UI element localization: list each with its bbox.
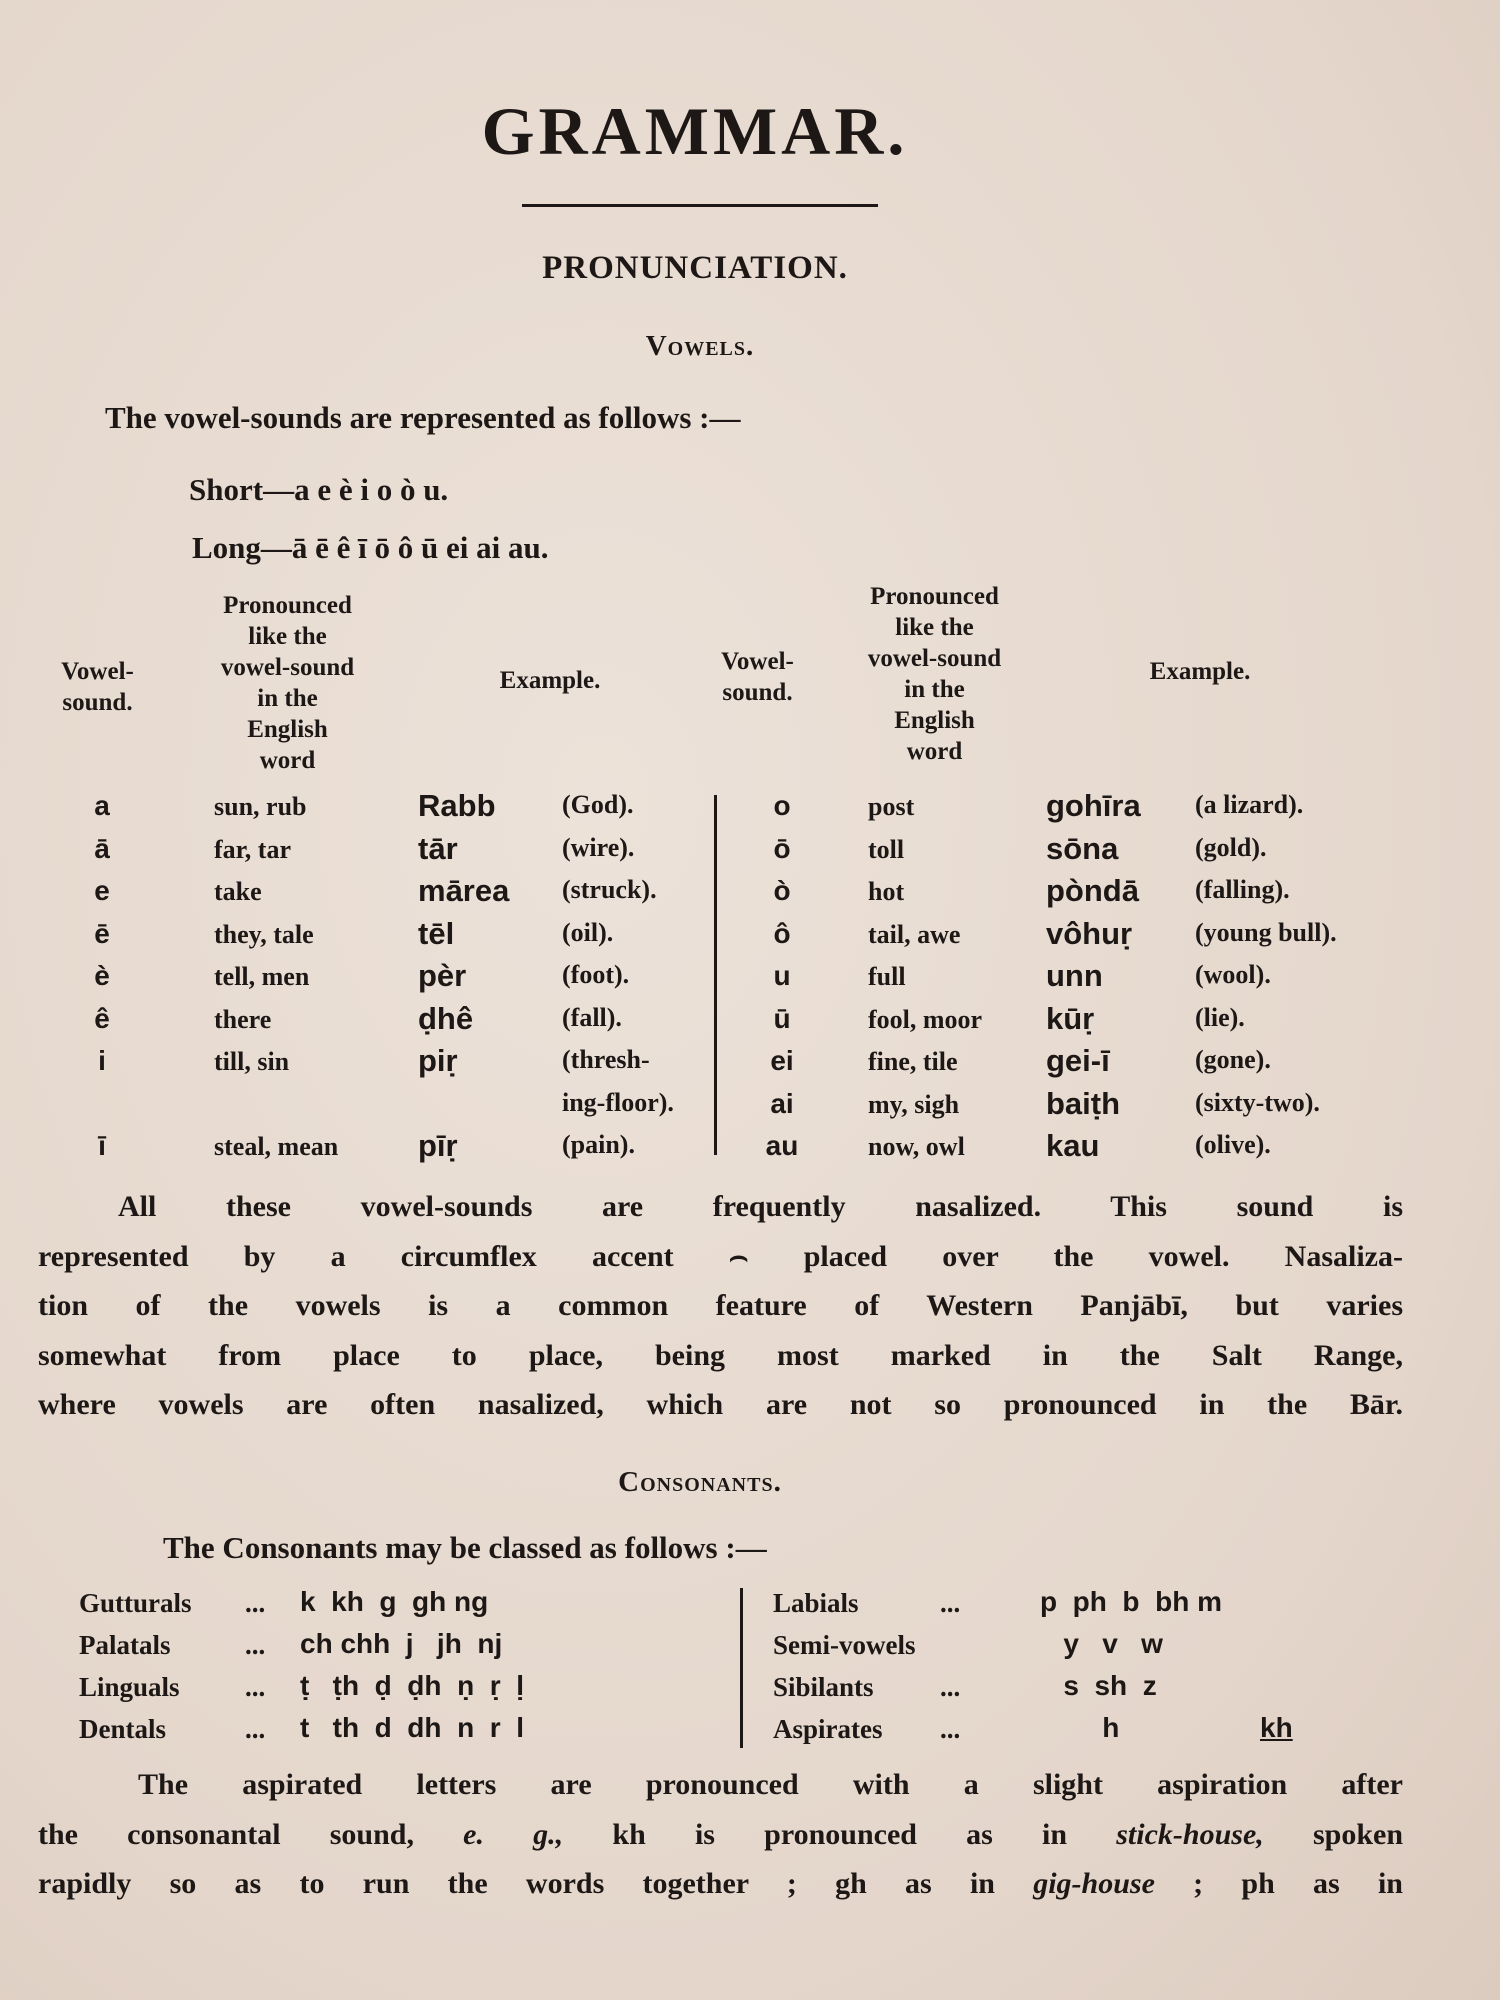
example-gloss: (gone).: [1195, 1045, 1271, 1074]
english-word: far, tar: [214, 834, 292, 864]
consonant-letters: ṭ ṭh ḍ ḍh ṇ ṛ ḷ: [300, 1670, 524, 1701]
english-word: post: [868, 792, 915, 821]
header-example-left: Example.: [499, 667, 601, 694]
leader-dots: ...: [245, 1714, 266, 1744]
paragraph-line: represented by a circumflex accent ⌢ placed over the vowel. Nasaliza-: [38, 1239, 1403, 1273]
header-pronounced-right: Pronounced like the vowel-sound in the English word: [867, 583, 1002, 765]
vowel-symbol: ū: [773, 1002, 791, 1034]
vowel-symbol: ò: [773, 875, 791, 906]
leader-dots: ...: [940, 1672, 961, 1702]
example-gloss: (wire).: [562, 832, 635, 862]
example-word: gohīra: [1046, 788, 1141, 823]
english-word: steal, mean: [214, 1132, 339, 1161]
english-word: take: [214, 877, 262, 906]
leader-dots: ...: [940, 1714, 961, 1744]
example-gloss: (olive).: [1195, 1130, 1271, 1159]
section-heading: PRONUNCIATION.: [542, 250, 848, 286]
header-vowel-sound-right: Vowel- sound.: [721, 648, 794, 706]
consonant-class: Aspirates: [773, 1714, 883, 1744]
example-word: ḍhê: [418, 1000, 474, 1036]
example-word: gei-ī: [1046, 1043, 1110, 1078]
nasalization-paragraph: [38, 1182, 1403, 1430]
example-gloss: (foot).: [562, 960, 630, 989]
example-word: Rabb: [418, 788, 496, 823]
aspirates-paragraph: [38, 1760, 1403, 1909]
vowel-symbol: ê: [94, 1002, 110, 1034]
english-word: now, owl: [868, 1132, 965, 1161]
consonant-letters: t th d dh n r l: [300, 1712, 524, 1743]
english-word: tell, men: [214, 962, 310, 991]
consonant-class: Labials: [773, 1588, 859, 1618]
vowel-symbol: ô: [773, 917, 791, 949]
consonants-intro: The Consonants may be classed as follows :—: [163, 1530, 767, 1565]
title-rule: [522, 204, 878, 207]
long-vowels: Long—ā ē ê ī ō ô ū ei ai au.: [192, 530, 549, 565]
leader-dots: ...: [245, 1588, 266, 1618]
example-word: unn: [1046, 958, 1103, 993]
english-word: till, sin: [214, 1047, 290, 1076]
example-gloss: (pain).: [562, 1130, 635, 1159]
english-word: my, sigh: [868, 1089, 960, 1119]
paragraph-line: The aspirated letters are pronounced with a slight aspiration after: [138, 1768, 1403, 1801]
header-example-right: Example.: [1149, 658, 1251, 685]
example-word: mārea: [418, 873, 510, 908]
vowels-intro: The vowel-sounds are represented as follows :—: [105, 400, 741, 435]
example-word: tēl: [418, 915, 455, 951]
example-word: kau: [1046, 1128, 1100, 1163]
leader-dots: ...: [245, 1630, 266, 1660]
example-gloss: (thresh-: [562, 1045, 650, 1074]
vowels-heading: Vowels.: [645, 330, 755, 362]
example-gloss: (wool).: [1195, 960, 1271, 989]
short-vowels: Short—a e è i o ò u.: [189, 472, 449, 507]
vowel-symbol: è: [94, 960, 110, 991]
vowel-symbol: ē: [94, 917, 110, 949]
consonant-letters: s sh z: [1040, 1670, 1157, 1701]
example-word: baiṭh: [1046, 1085, 1121, 1121]
example-word: piṛ: [418, 1043, 458, 1078]
english-word: fine, tile: [868, 1047, 958, 1076]
english-word: they, tale: [214, 919, 314, 949]
table-divider: [714, 795, 717, 1155]
english-word: fool, moor: [868, 1004, 983, 1034]
example-word: sōna: [1046, 830, 1119, 866]
example-gloss: (sixty-two).: [1195, 1087, 1320, 1117]
vowel-symbol: e: [94, 875, 110, 906]
example-word: kūṛ: [1046, 1000, 1095, 1036]
vowel-symbol: ei: [770, 1045, 794, 1076]
example-gloss: (oil).: [562, 917, 614, 947]
consonant-letters: y v w: [1040, 1628, 1163, 1659]
paragraph-line: rapidly so as to run the words together ; gh as in gig-house ; ph as in: [38, 1867, 1403, 1900]
example-word: vôhuṛ: [1046, 915, 1133, 951]
paragraph-line: the consonantal sound, e. g., kh is pronounced as in stick-house, spoken: [38, 1817, 1404, 1851]
consonant-class: Dentals: [79, 1714, 166, 1744]
paragraph-line: tion of the vowels is a common feature of Western Panjābī, but varies: [38, 1289, 1403, 1322]
consonant-letters: k kh g gh ng: [300, 1586, 489, 1617]
consonant-letters: ch chh j jh nj: [300, 1628, 503, 1659]
leader-dots: ...: [940, 1588, 961, 1618]
example-gloss: (young bull).: [1195, 917, 1337, 947]
example-gloss: (gold).: [1195, 832, 1267, 862]
paragraph-line: somewhat from place to place, being most marked in the Salt Range,: [38, 1338, 1403, 1372]
english-word: full: [868, 962, 906, 991]
example-gloss: (lie).: [1195, 1002, 1245, 1032]
example-word: pīṛ: [418, 1128, 458, 1163]
example-word: pèr: [418, 958, 467, 993]
vowel-symbol: ō: [773, 832, 791, 864]
consonant-class: Sibilants: [773, 1672, 874, 1702]
english-word: hot: [868, 877, 905, 906]
header-vowel-sound-left: Vowel- sound.: [61, 658, 134, 716]
consonant-class: Gutturals: [79, 1588, 192, 1618]
example-word: pòndā: [1046, 873, 1139, 908]
consonant-class: Palatals: [79, 1630, 171, 1660]
vowel-symbol: i: [98, 1045, 106, 1076]
vowel-symbol: ā: [94, 832, 110, 864]
consonants-heading: Consonants.: [618, 1466, 782, 1498]
consonant-class: Linguals: [79, 1672, 180, 1702]
example-gloss: (struck).: [562, 875, 657, 904]
vowel-symbol: o: [773, 790, 791, 821]
leader-dots: ...: [245, 1672, 266, 1702]
vowel-symbol: ī: [98, 1130, 106, 1161]
consonant-class: Semi-vowels: [773, 1630, 916, 1660]
example-gloss: (falling).: [1195, 875, 1290, 904]
vowel-symbol: au: [765, 1130, 799, 1161]
english-word: toll: [868, 834, 905, 864]
header-pronounced-left: Pronounced like the vowel-sound in the English word: [220, 592, 355, 774]
paragraph-line: All these vowel-sounds are frequently nasalized. This sound is: [118, 1190, 1403, 1223]
example-gloss: (fall).: [562, 1002, 622, 1032]
english-word: there: [214, 1004, 272, 1034]
consonant-letters: h: [1040, 1712, 1120, 1743]
consonant-letters-extra: kh: [1260, 1712, 1293, 1743]
english-word: tail, awe: [868, 919, 961, 949]
example-gloss: ing-floor).: [562, 1087, 674, 1117]
consonants-divider: [740, 1588, 743, 1748]
vowel-symbol: u: [773, 960, 791, 991]
consonant-letters: p ph b bh m: [1040, 1586, 1222, 1617]
example-word: tār: [418, 830, 458, 866]
example-gloss: (God).: [562, 790, 634, 819]
english-word: sun, rub: [214, 792, 307, 821]
example-gloss: (a lizard).: [1195, 790, 1304, 819]
paragraph-line: where vowels are often nasalized, which are not so pronounced in the Bār.: [38, 1388, 1403, 1421]
vowel-symbol: ai: [770, 1087, 794, 1119]
vowel-symbol: a: [94, 790, 110, 821]
page-title: GRAMMAR.: [481, 93, 909, 169]
